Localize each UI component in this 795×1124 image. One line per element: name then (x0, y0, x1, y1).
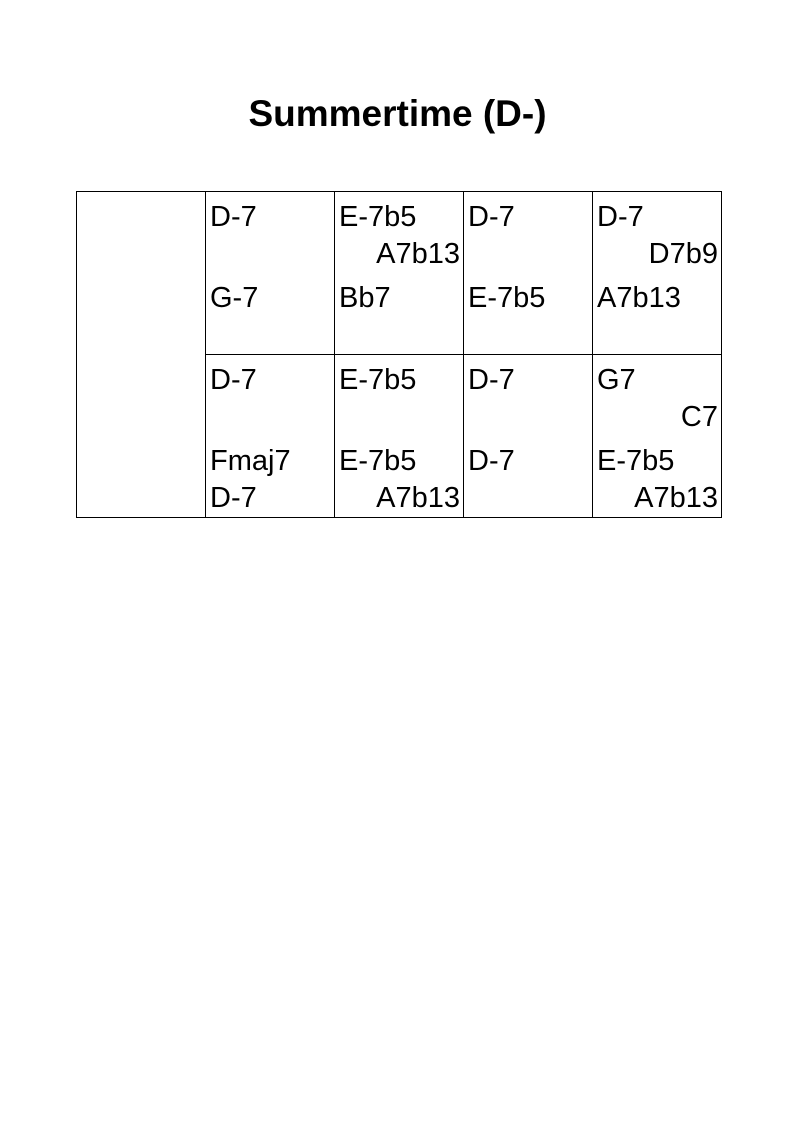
chord: A7b13 (634, 482, 718, 514)
chord: G7 (597, 364, 636, 396)
chord-empty (210, 236, 331, 273)
chord: D7b9 (648, 238, 718, 270)
bar-cell (335, 355, 464, 518)
bar-cell (206, 355, 335, 518)
page-title: Summertime (D-) (248, 93, 547, 134)
chart-row-1 (77, 192, 722, 355)
chord-empty (468, 236, 589, 273)
chord: E-7b5 (339, 364, 417, 396)
bar-cell (593, 355, 722, 518)
chord: D-7 (210, 482, 257, 514)
chord: E-7b5 (339, 201, 417, 233)
section-label-cell (77, 192, 206, 518)
chord-chart-grid (76, 191, 722, 518)
chord: D-7 (468, 201, 515, 233)
chord: D-7 (597, 201, 644, 233)
chord: Bb7 (339, 282, 391, 314)
bar-cell (206, 192, 335, 355)
chord-empty (468, 399, 589, 436)
chord: C7 (680, 401, 718, 433)
chord: A7b13 (376, 238, 460, 270)
chord: A7b13 (376, 482, 460, 514)
chord: G-7 (210, 282, 259, 314)
chord: D-7 (210, 364, 257, 396)
chord: A7b13 (597, 282, 681, 314)
bar-cell (464, 192, 593, 355)
chord: D-7 (468, 364, 515, 396)
bar-cell (593, 192, 722, 355)
chord: Fmaj7 (210, 445, 291, 477)
chord: E-7b5 (468, 282, 546, 314)
chord: E-7b5 (339, 445, 417, 477)
chord: D-7 (210, 201, 257, 233)
chord-empty (339, 399, 460, 436)
chord: E-7b5 (597, 445, 675, 477)
chord: D-7 (468, 445, 515, 477)
bar-cell (335, 192, 464, 355)
bar-cell (464, 355, 593, 518)
chord-empty (210, 399, 331, 436)
